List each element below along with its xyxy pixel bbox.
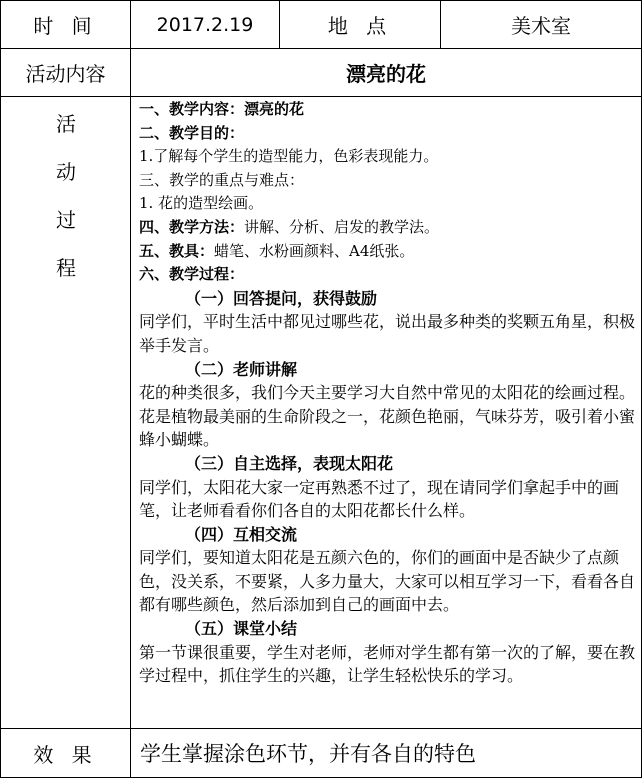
subsection-heading: （五）课堂小结 [185, 619, 298, 639]
effect-value: 学生掌握涂色环节，并有各自的特色 [140, 742, 476, 766]
process-label-char: 程 [56, 256, 76, 280]
time-label: 时 间 [33, 14, 98, 38]
subsection-heading: （三）自主选择，表现太阳花 [185, 453, 394, 473]
content-line-label: 四、教学方法： [139, 217, 245, 236]
effect-label: 效 果 [33, 742, 98, 767]
place-label: 地 点 [327, 14, 393, 38]
content-heading: 六、教学过程： [139, 265, 245, 284]
process-label-char: 过 [56, 208, 76, 232]
process-label-char: 活 [56, 112, 76, 136]
content-line-text: 讲解、分析、启发的教学法。 [244, 217, 440, 236]
activity-label: 活动内容 [25, 62, 106, 86]
content-line-text: 蜡笔、水粉画颜料、A4纸张。 [214, 241, 415, 260]
content-line: 1. 花的造型绘画。 [139, 194, 264, 213]
content-paragraph: 同学们，太阳花大家一定再熟悉不过了，现在请同学们拿起手中的画笔，让老师看看你们各自的太阳花都长什么样。 [139, 477, 620, 521]
content-paragraph: 同学们，要知道太阳花是五颜六色的，你们的画面中是否缺少了点颜色，没关系，不要紧，人多力量大，大家可以相互学习一下，看看各自都有哪些颜色，然后添加到自己的画面中去。 [139, 548, 636, 615]
subsection-heading: （二）老师讲解 [185, 359, 298, 379]
activity-title: 漂亮的花 [346, 62, 426, 86]
content-heading: 一、教学内容：漂亮的花 [139, 100, 305, 118]
time-value: 2017.2.19 [156, 13, 254, 36]
content-paragraph: 同学们，平时生活中都见过哪些花，说出最多种类的奖颗五角星，积极举手发言。 [139, 312, 636, 355]
content-line: 三、教学的重点与难点： [139, 170, 305, 189]
subsection-heading: （一）回答提问，获得鼓励 [185, 288, 378, 308]
content-paragraph: 第一节课很重要，学生对老师，老师对学生都有第一次的了解，要在教学过程中，抓住学生的兴趣，让学生轻松快乐的学习。 [139, 642, 636, 686]
subsection-heading: （四）互相交流 [185, 524, 298, 544]
content-heading: 二、教学目的： [139, 123, 245, 142]
content-line-label: 五、教具： [139, 241, 215, 260]
label-column-divider [130, 0, 131, 778]
row-divider-2 [0, 96, 642, 97]
content-line [139, 240, 637, 264]
content-line: 1.了解每个学生的造型能力，色彩表现能力。 [139, 147, 439, 166]
process-content [139, 98, 637, 688]
content-paragraph: 花的种类很多，我们今天主要学习大自然中常见的太阳花的绘画过程。花是植物最美丽的生命阶段之一，花颜色艳丽，气味芬芳，吸引着小蜜蜂小蝴蝶。 [139, 383, 636, 450]
border-left [0, 0, 1, 778]
process-label-char: 动 [56, 160, 76, 184]
process-label [30, 100, 102, 292]
place-value: 美术室 [511, 14, 571, 38]
content-line [139, 216, 637, 240]
